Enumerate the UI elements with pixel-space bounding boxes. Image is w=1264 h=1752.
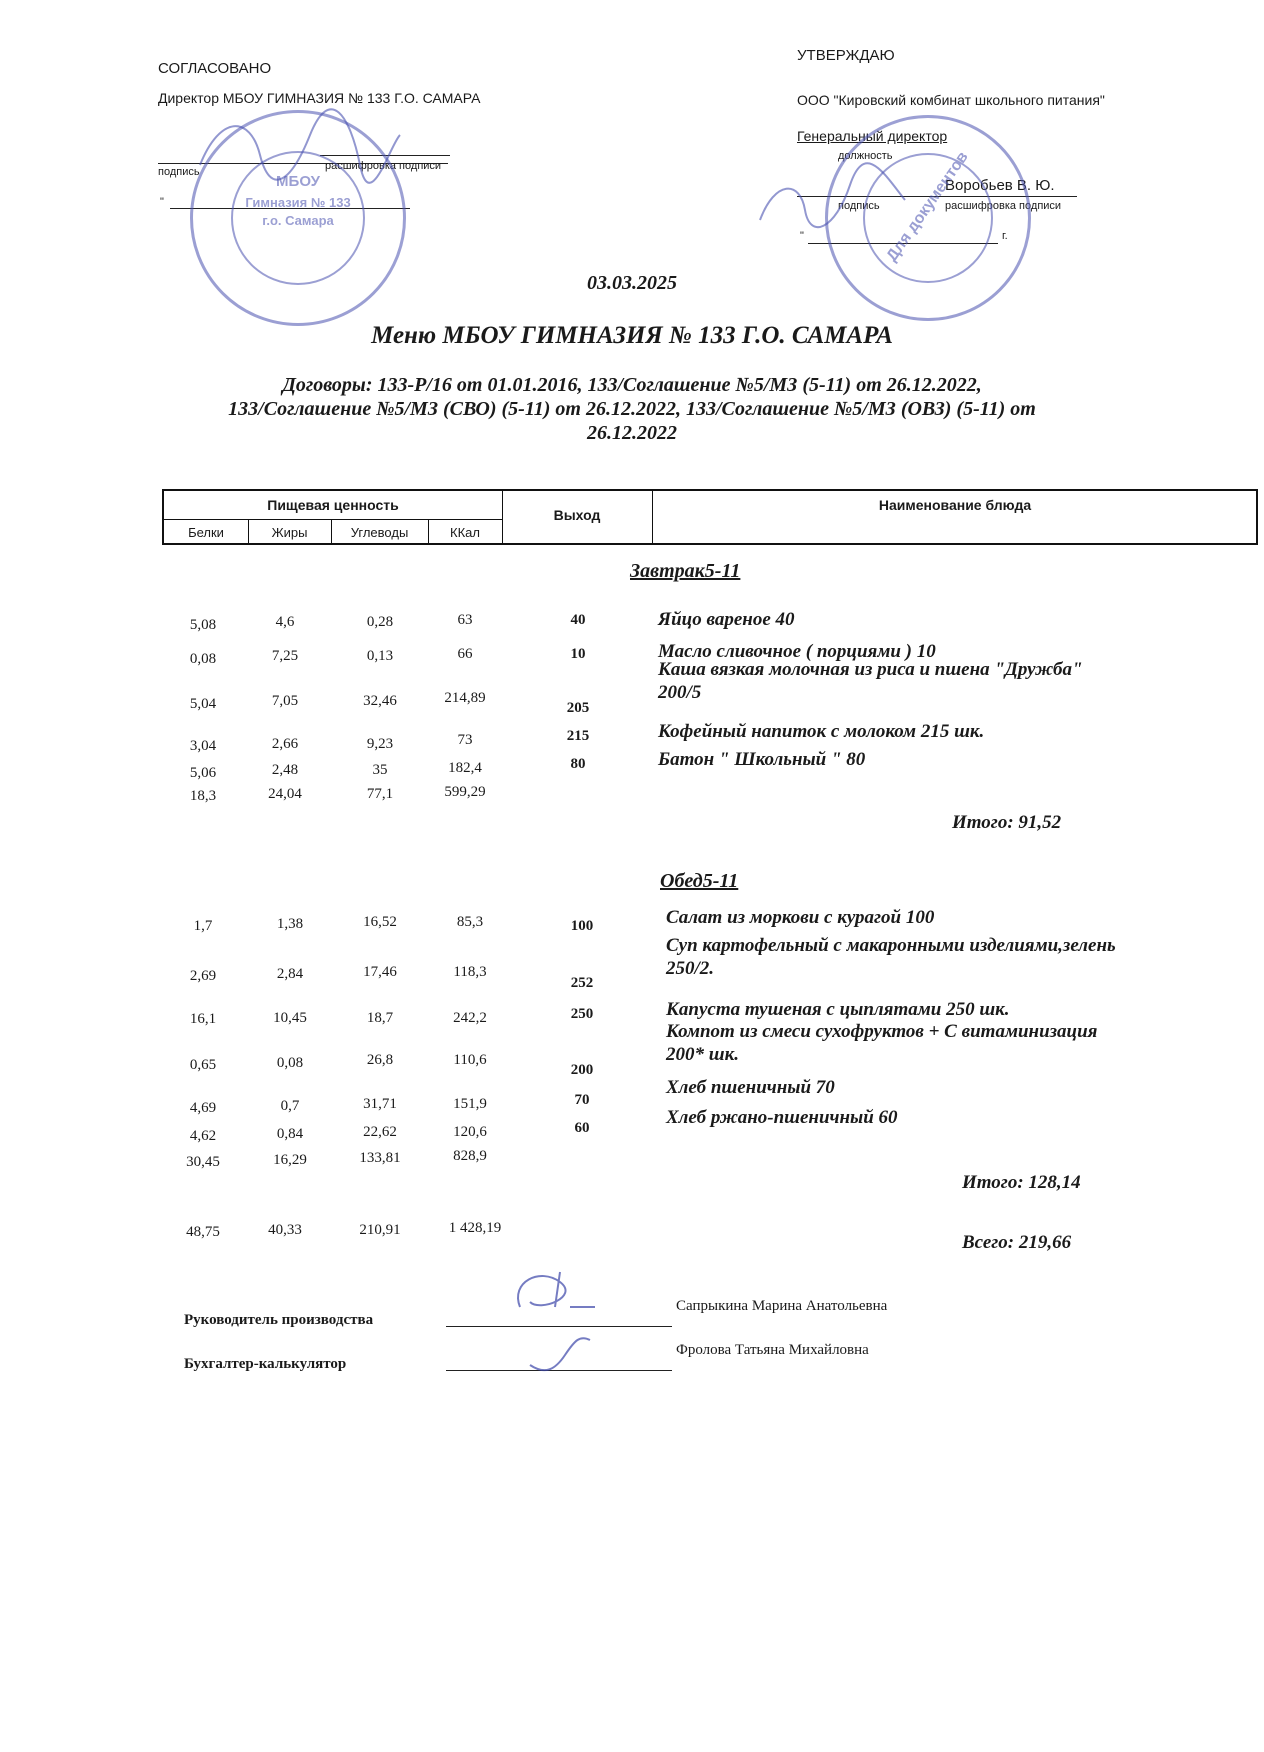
sum-proteins: 30,45 xyxy=(186,1154,220,1170)
header-carbs: Углеводы xyxy=(350,525,409,540)
cell-proteins: 0,08 xyxy=(189,651,217,667)
cell-proteins: 5,08 xyxy=(189,617,217,633)
cell-dish-name: Масло сливочное ( порциями ) 10 xyxy=(658,641,936,662)
left-stamp-text-2: Гимназия № 133 xyxy=(245,195,351,210)
signature-role-1: Руководитель производства xyxy=(184,1312,374,1328)
right-sig-label: подпись xyxy=(838,200,880,212)
cell-fats: 2,66 xyxy=(271,736,299,752)
grand-total: Всего: 219,66 xyxy=(962,1232,1072,1253)
approve-position: Генеральный директор xyxy=(797,128,948,144)
cell-kcal: 66 xyxy=(457,646,473,662)
sum-fats: 24,04 xyxy=(268,786,302,802)
cell-carbs: 0,28 xyxy=(366,614,394,630)
cell-output: 200 xyxy=(570,1062,594,1078)
cell-output: 40 xyxy=(570,612,586,628)
document-title: Меню МБОУ ГИМНАЗИЯ № 133 Г.О. САМАРА xyxy=(371,322,893,349)
cell-proteins: 5,04 xyxy=(189,696,217,712)
left-stamp-text-3: г.о. Самара xyxy=(262,213,334,228)
cell-fats: 7,05 xyxy=(271,693,299,709)
cell-carbs: 31,71 xyxy=(363,1096,397,1112)
header-output: Выход xyxy=(553,507,601,523)
header-kcal: ККал xyxy=(450,525,480,540)
approve-company-line: ООО "Кировский комбинат школьного питания" xyxy=(797,92,1105,108)
right-signature-scribble xyxy=(755,160,915,240)
cell-dish-name: Хлеб ржано-пшеничный 60 xyxy=(666,1107,898,1128)
cell-proteins: 0,65 xyxy=(189,1057,217,1073)
cell-output: 205 xyxy=(566,700,590,716)
dish-name-line-2: 200* шк. xyxy=(666,1044,739,1065)
header-fats: Жиры xyxy=(271,525,308,540)
cell-proteins: 16,1 xyxy=(189,1011,217,1027)
table-header xyxy=(162,489,1258,545)
cell-proteins: 4,69 xyxy=(189,1100,217,1116)
header-dish-name: Наименование блюда xyxy=(878,497,1032,513)
right-stamp-text: Для документов xyxy=(883,148,972,265)
cell-fats: 4,6 xyxy=(275,614,295,630)
signature-scribble-2 xyxy=(520,1330,620,1380)
contracts-line-3: 26.12.2022 xyxy=(587,422,677,444)
cell-dish-name: Яйцо вареное 40 xyxy=(658,609,795,630)
cell-output: 60 xyxy=(574,1120,590,1136)
header-nutrition: Пищевая ценность xyxy=(267,497,399,513)
cell-proteins: 3,04 xyxy=(189,738,217,754)
grand-carbs: 210,91 xyxy=(359,1222,401,1238)
cell-dish-name: Салат из моркови с курагой 100 xyxy=(666,907,935,928)
cell-carbs: 0,13 xyxy=(366,648,394,664)
document-date: 03.03.2025 xyxy=(587,272,677,294)
right-date-quote: " xyxy=(800,230,804,242)
cell-kcal: 85,3 xyxy=(456,914,484,930)
cell-dish-name: Хлеб пшеничный 70 xyxy=(666,1077,835,1098)
sum-fats: 16,29 xyxy=(273,1152,307,1168)
left-decode-label: расшифровка подписи xyxy=(325,160,442,172)
cell-fats: 0,08 xyxy=(276,1055,304,1071)
cell-proteins: 4,62 xyxy=(189,1128,217,1144)
cell-dish-name xyxy=(666,934,1206,980)
section-lunch-title: Обед5-11 xyxy=(660,870,739,892)
section-breakfast-title: Завтрак5-11 xyxy=(630,560,741,582)
contracts-line-1: Договоры: 133-Р/16 от 01.01.2016, 133/Соглашение №5/МЗ (5-11) от 26.12.2022, xyxy=(282,374,982,396)
sum-proteins: 18,3 xyxy=(189,788,217,804)
left-signature-scribble xyxy=(190,105,410,195)
cell-kcal: 120,6 xyxy=(453,1124,487,1140)
cell-kcal: 110,6 xyxy=(453,1052,487,1068)
cell-output: 215 xyxy=(566,728,590,744)
cell-output: 100 xyxy=(570,918,594,934)
cell-fats: 2,84 xyxy=(276,966,304,982)
header-proteins: Белки xyxy=(188,525,224,540)
cell-fats: 7,25 xyxy=(271,648,299,664)
breakfast-total: Итого: 91,52 xyxy=(952,812,1062,833)
cell-carbs: 32,46 xyxy=(363,693,397,709)
left-sig-label: подпись xyxy=(158,166,200,178)
cell-carbs: 17,46 xyxy=(363,964,397,980)
cell-output: 10 xyxy=(570,646,586,662)
approved-title: СОГЛАСОВАНО xyxy=(158,60,272,77)
dish-name-line-2: 250/2. xyxy=(666,958,715,979)
signature-line-1 xyxy=(446,1326,672,1327)
grand-kcal: 1 428,19 xyxy=(448,1220,502,1236)
cell-output: 80 xyxy=(570,756,586,772)
left-stamp-text-1: МБОУ xyxy=(276,173,320,190)
cell-dish-name: Кофейный напиток с молоком 215 шк. xyxy=(658,721,985,742)
cell-carbs: 16,52 xyxy=(363,914,397,930)
cell-dish-name xyxy=(666,1020,1206,1066)
signature-name-1: Сапрыкина Марина Анатольевна xyxy=(676,1298,888,1314)
grand-proteins: 48,75 xyxy=(186,1224,220,1240)
cell-kcal: 63 xyxy=(457,612,473,628)
cell-proteins: 2,69 xyxy=(189,968,217,984)
signature-scribble-1 xyxy=(500,1262,640,1322)
cell-kcal: 73 xyxy=(457,732,473,748)
cell-carbs: 35 xyxy=(372,762,388,778)
cell-kcal: 182,4 xyxy=(448,760,482,776)
cell-carbs: 26,8 xyxy=(366,1052,394,1068)
right-decode-label: расшифровка подписи xyxy=(945,200,1062,212)
signature-name-2: Фролова Татьяна Михайловна xyxy=(676,1342,869,1358)
cell-dish-name xyxy=(658,658,1198,704)
cell-kcal: 118,3 xyxy=(453,964,487,980)
sum-kcal: 828,9 xyxy=(453,1148,487,1164)
cell-fats: 0,84 xyxy=(276,1126,304,1142)
cell-fats: 0,7 xyxy=(280,1098,300,1114)
sum-carbs: 133,81 xyxy=(359,1150,401,1166)
sum-carbs: 77,1 xyxy=(366,786,394,802)
dish-name-line-2: 200/5 xyxy=(658,682,702,703)
dish-name-line-1: Каша вязкая молочная из риса и пшена "Дружба" xyxy=(658,659,1083,680)
cell-output: 70 xyxy=(574,1092,590,1108)
cell-output: 252 xyxy=(570,975,594,991)
approved-director-line: Директор МБОУ ГИМНАЗИЯ № 133 Г.О. САМАРА xyxy=(158,90,481,106)
right-year-suffix: г. xyxy=(1002,230,1008,242)
dish-name-line-1: Суп картофельный с макаронными изделиями,зелень xyxy=(666,935,1116,956)
cell-output: 250 xyxy=(570,1006,594,1022)
cell-dish-name: Батон " Школьный " 80 xyxy=(658,749,866,770)
signature-role-2: Бухгалтер-калькулятор xyxy=(184,1356,347,1372)
cell-carbs: 9,23 xyxy=(366,736,394,752)
cell-carbs: 18,7 xyxy=(366,1010,394,1026)
cell-fats: 1,38 xyxy=(276,916,304,932)
cell-fats: 10,45 xyxy=(273,1010,307,1026)
approve-title: УТВЕРЖДАЮ xyxy=(797,47,895,64)
approve-position-label: должность xyxy=(838,150,893,162)
cell-kcal: 151,9 xyxy=(453,1096,487,1112)
approve-name: Воробьев В. Ю. xyxy=(945,177,1055,194)
cell-kcal: 242,2 xyxy=(453,1010,487,1026)
cell-dish-name: Капуста тушеная с цыплятами 250 шк. xyxy=(666,999,1010,1020)
contracts-line-2: 133/Соглашение №5/МЗ (СВО) (5-11) от 26.12.2022, 133/Соглашение №5/МЗ (ОВЗ) (5-11) от xyxy=(228,398,1036,420)
grand-fats: 40,33 xyxy=(268,1222,302,1238)
lunch-total: Итого: 128,14 xyxy=(962,1172,1081,1193)
dish-name-line-1: Компот из смеси сухофруктов + С витаминизация xyxy=(666,1021,1098,1042)
cell-proteins: 1,7 xyxy=(193,918,213,934)
cell-kcal: 214,89 xyxy=(444,690,486,706)
left-date-quote: " xyxy=(160,196,164,208)
cell-proteins: 5,06 xyxy=(189,765,217,781)
cell-carbs: 22,62 xyxy=(363,1124,397,1140)
sum-kcal: 599,29 xyxy=(444,784,486,800)
cell-fats: 2,48 xyxy=(271,762,299,778)
